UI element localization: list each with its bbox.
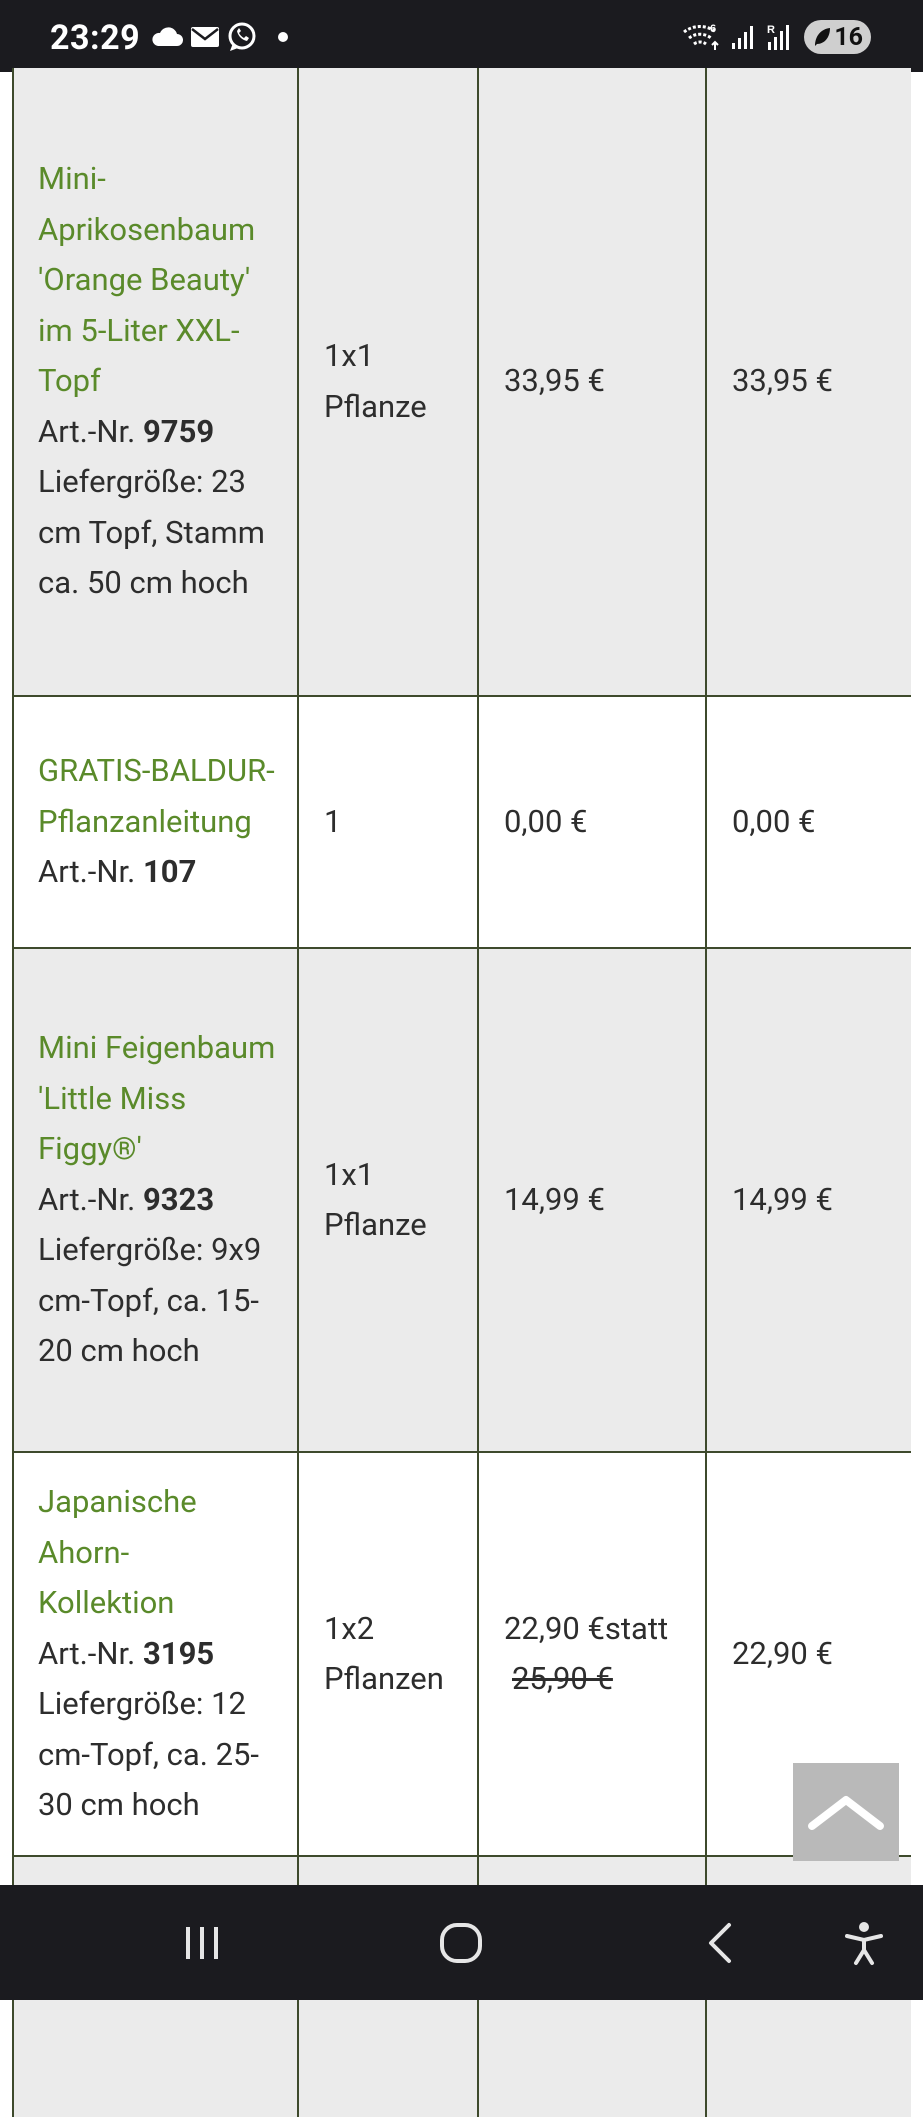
- product-cell: [12, 949, 298, 1451]
- accessibility-icon: [844, 1921, 884, 1965]
- delivery-size: Liefergröße: 12 cm-Topf, ca. 25-30 cm hoch: [38, 1685, 259, 1824]
- battery-indicator: [804, 20, 871, 54]
- product-cell: [12, 697, 298, 947]
- delivery-size: Liefergröße: 23 cm Topf, Stamm ca. 50 cm hoch: [38, 463, 265, 602]
- back-icon: [705, 1921, 735, 1965]
- product-link[interactable]: Mini Feigenbaum 'Little Miss Figgy®': [38, 1029, 276, 1168]
- battery-saver-leaf-icon: [812, 26, 832, 48]
- scroll-to-top-button[interactable]: [793, 1763, 899, 1861]
- signal-roaming-icon: [766, 22, 796, 52]
- price-cell: 33,95 €: [504, 362, 605, 400]
- home-icon: [439, 1922, 483, 1964]
- article-number: Art.-Nr. 9323: [38, 1180, 215, 1218]
- signal-icon: [730, 23, 758, 51]
- wifi-icon: [682, 22, 722, 52]
- system-status-icons: [682, 20, 871, 54]
- recent-apps-button[interactable]: [172, 1915, 232, 1971]
- system-navigation-bar: [0, 1885, 923, 2000]
- article-number: Art.-Nr. 107: [38, 853, 197, 891]
- sale-price: 22,90 €statt: [504, 1609, 669, 1647]
- table-row: [12, 68, 911, 697]
- chevron-up-icon: [806, 1792, 886, 1832]
- product-cell: [12, 68, 298, 695]
- cloud-icon: [150, 26, 184, 48]
- total-cell: 0,00 €: [732, 802, 816, 840]
- total-cell: 33,95 €: [732, 362, 833, 400]
- product-cell: [12, 1453, 298, 1855]
- product-link[interactable]: GRATIS-BALDUR-Pflanzanleitung: [38, 752, 275, 840]
- quantity-cell: 1x1 Pflanze: [324, 337, 427, 425]
- article-number: Art.-Nr. 3195: [38, 1634, 215, 1672]
- price-cell: [478, 1453, 706, 1855]
- back-button[interactable]: [690, 1915, 750, 1971]
- home-button[interactable]: [431, 1915, 491, 1971]
- battery-level: 16: [834, 22, 863, 52]
- accessibility-button[interactable]: [834, 1915, 894, 1971]
- total-cell: 22,90 €: [732, 1634, 833, 1672]
- status-bar: [0, 0, 923, 72]
- whatsapp-icon: [226, 21, 258, 53]
- notification-icons: [150, 22, 288, 52]
- delivery-size: Liefergröße: 9x9 cm-Topf, ca. 15-20 cm hoch: [38, 1231, 262, 1370]
- status-time: 23:29: [50, 18, 141, 58]
- recent-apps-icon: [182, 1925, 222, 1961]
- svg-text:R: R: [767, 24, 776, 36]
- mail-icon: [190, 25, 220, 49]
- price-cell: 0,00 €: [504, 802, 588, 840]
- table-row: [12, 949, 911, 1453]
- svg-text:6: 6: [710, 23, 717, 35]
- original-price: 25,90 €: [512, 1660, 613, 1697]
- product-link[interactable]: Japanische Ahorn-Kollektion: [38, 1483, 197, 1622]
- more-notifications-dot-icon: [278, 32, 288, 42]
- table-row: [12, 697, 911, 949]
- table-row: [12, 1453, 911, 1857]
- quantity-cell: 1x2 Pflanzen: [324, 1609, 444, 1697]
- quantity-cell: 1x1 Pflanze: [324, 1155, 427, 1243]
- price-cell: 14,99 €: [504, 1180, 605, 1218]
- product-link[interactable]: Mini-Aprikosenbaum 'Orange Beauty' im 5-Liter XXL-Topf: [38, 160, 256, 400]
- quantity-cell: 1: [324, 802, 342, 840]
- total-cell: 14,99 €: [732, 1180, 833, 1218]
- page-content: [0, 72, 923, 1885]
- article-number: Art.-Nr. 9759: [38, 412, 215, 450]
